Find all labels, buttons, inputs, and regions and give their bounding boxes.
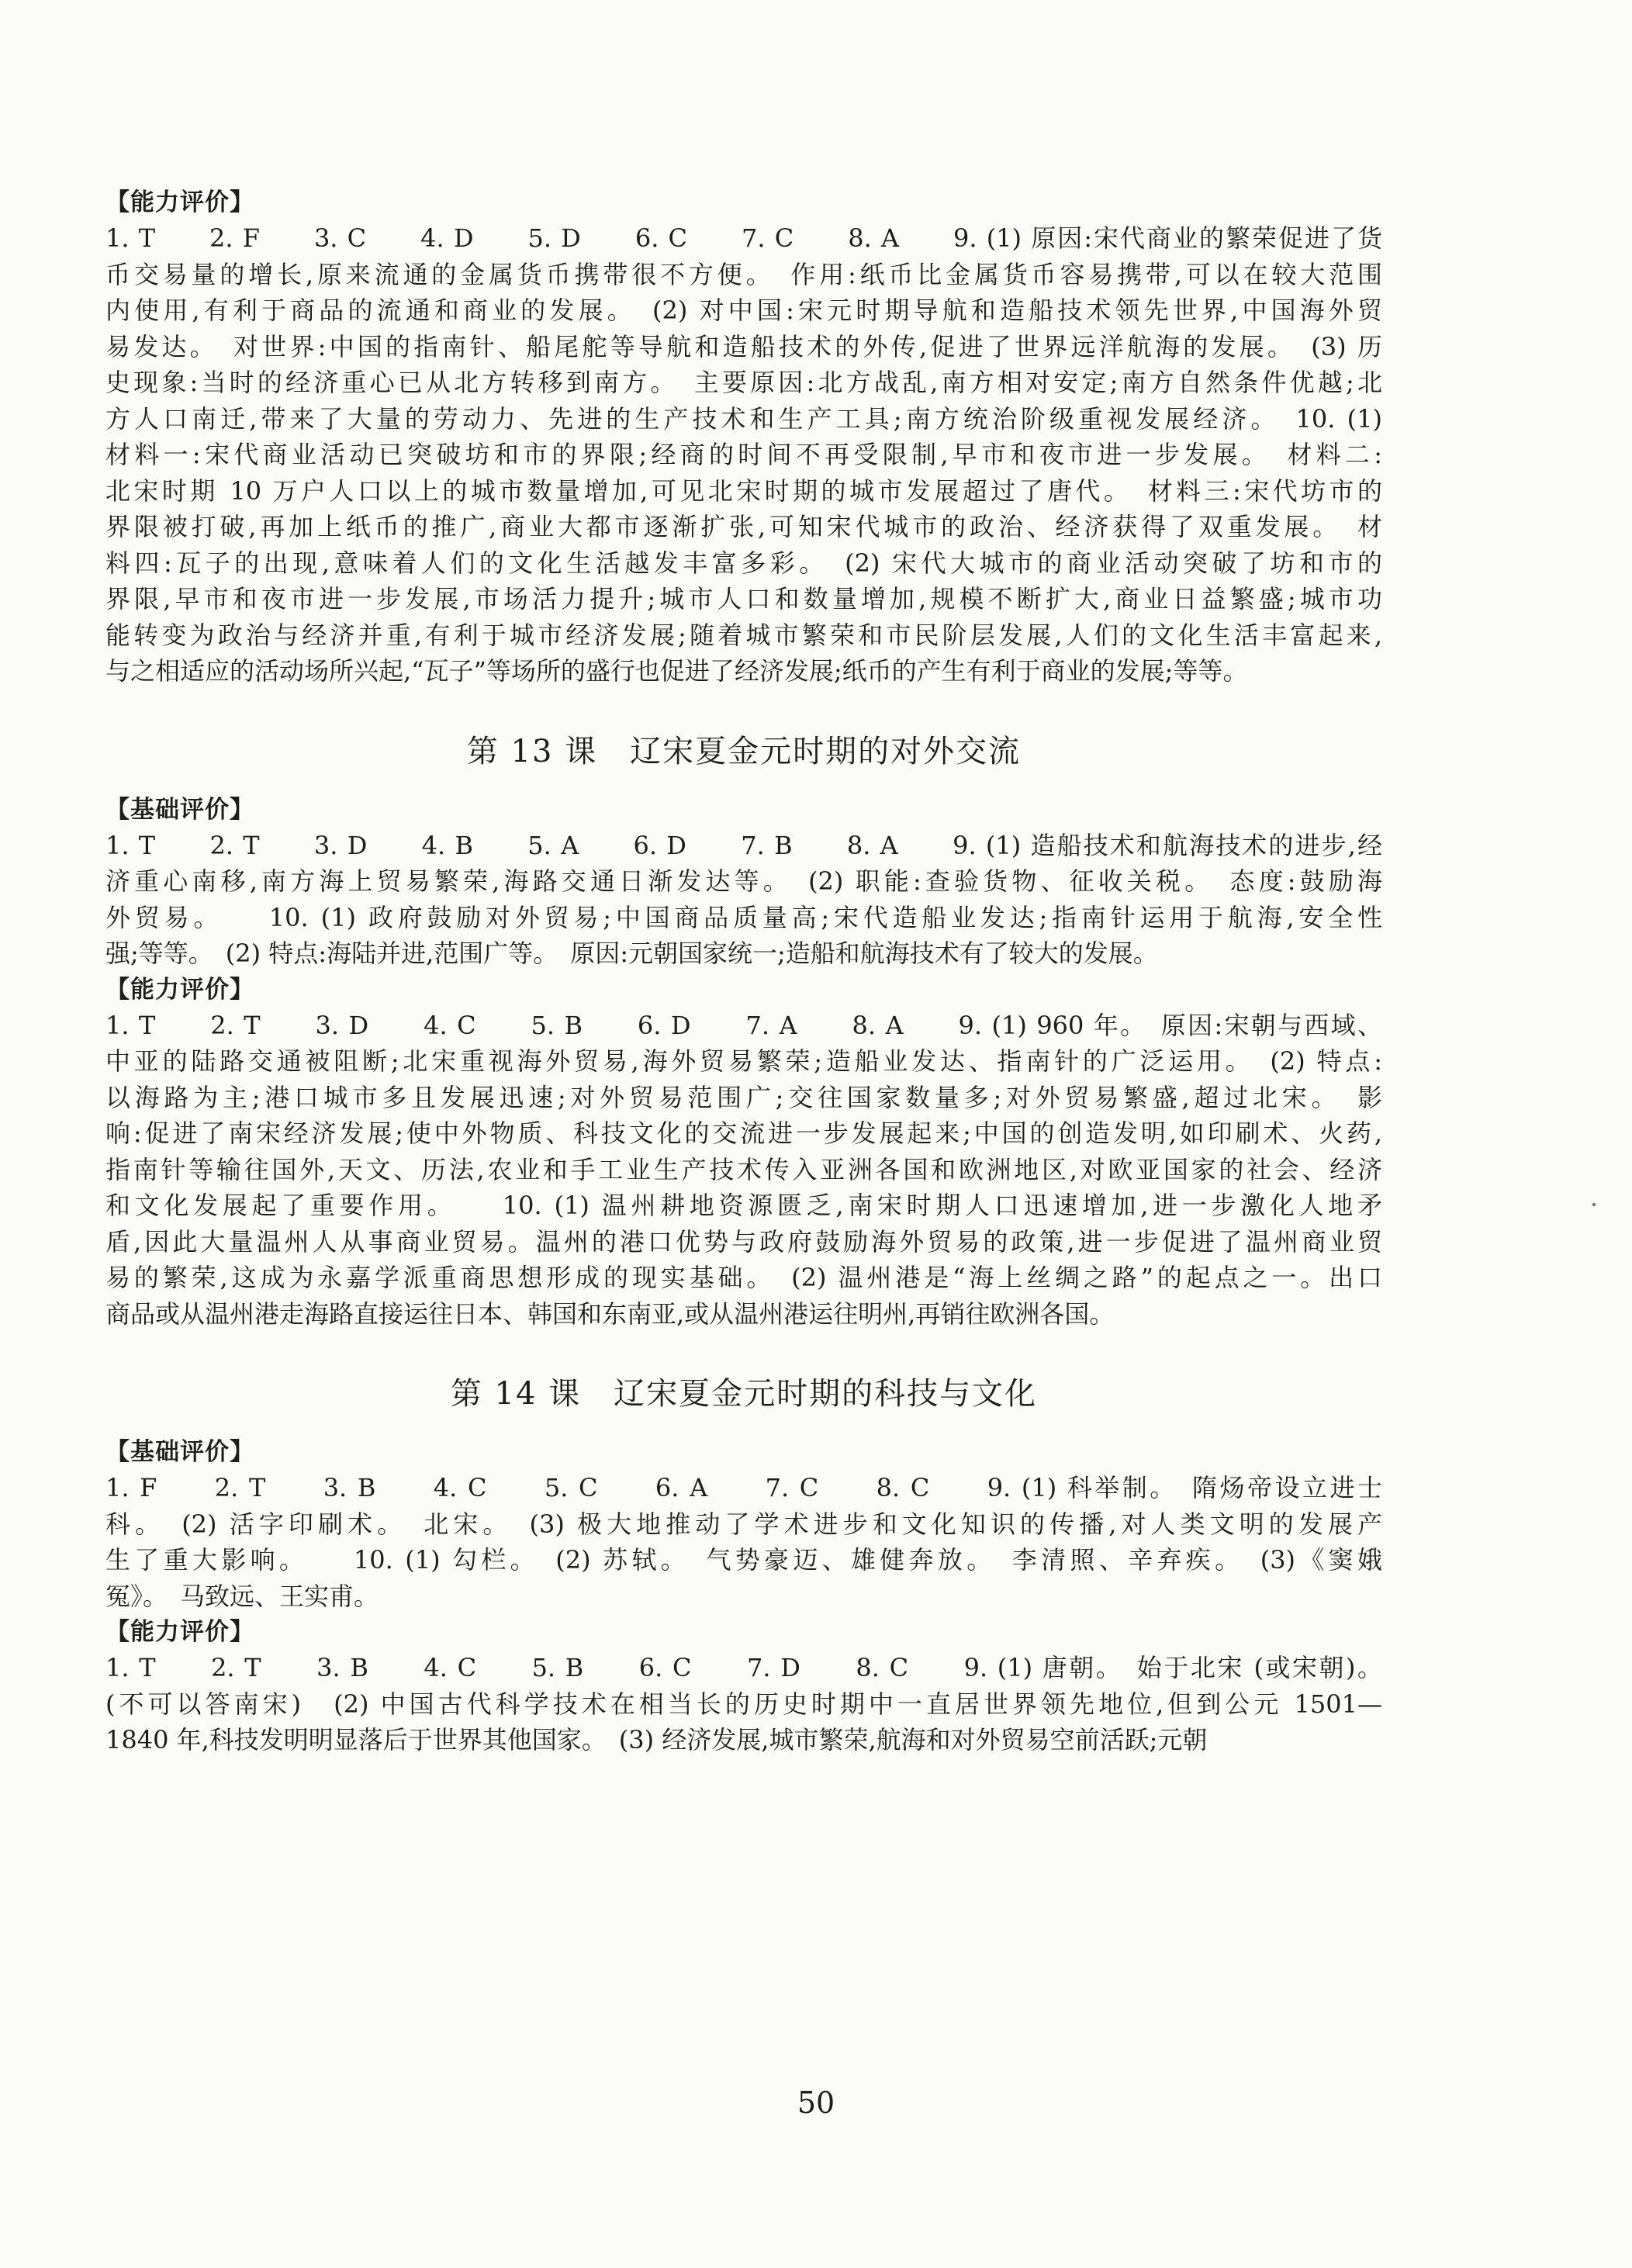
spacer [105, 1417, 1382, 1434]
answer-line: 史现象:当时的经济重心已从北方转移到南方。 主要原因:北方战乱,南方相对安定;南方自然条件优越;北 [105, 368, 1382, 397]
answer-line: 1. T 2. F 3. C 4. D 5. D 6. C 7. C 8. A 9. (1) 原因:宋代商业的繁荣促进了货 [105, 223, 1382, 253]
section-label: 【基础评价】 [105, 1438, 254, 1466]
lesson-title: 第 13 课 辽宋夏金元时期的对外交流 [466, 733, 1022, 769]
answer-line: 能转变为政治与经济并重,有利于城市经济发展;随着城市繁荣和市民阶层发展,人们的文化生活丰富起来, [105, 620, 1382, 650]
answer-line: 材料一:宋代商业活动已突破坊和市的界限;经商的时间不再受限制,早市和夜市进一步发展。 材料二: [105, 440, 1382, 469]
answer-line: 界限被打破,再加上纸币的推广,商业大都市逐渐扩张,可知宋代城市的政治、经济获得了双重发展。 材 [105, 512, 1382, 541]
answer-line: 1. T 2. T 3. D 4. B 5. A 6. D 7. B 8. A 9. (1) 造船技术和航海技术的进步,经 [105, 830, 1382, 860]
answer-line: 外贸易。 10. (1) 政府鼓励对外贸易;中国商品质量高;宋代造船业发达;指南针运用于航海,安全性 [105, 902, 1382, 932]
scan-speck [1592, 1203, 1596, 1206]
answer-line: 币交易量的增长,原来流通的金属货币携带很不方便。 作用:纸币比金属货币容易携带,可以在较大范围 [105, 259, 1382, 289]
answer-line: 以海路为主;港口城市多且发展迅速;对外贸易范围广;交往国家数量多;对外贸易繁盛,超过北宋。 影 [105, 1082, 1382, 1112]
answer-line: 与之相适应的活动场所兴起,“瓦子”等场所的盛行也促进了经济发展;纸币的产生有利于商业的发展;等等。 [105, 656, 1248, 686]
answer-line: 1. F 2. T 3. B 4. C 5. C 6. A 7. C 8. C 9. (1) 科举制。 隋炀帝设立进士 [105, 1473, 1382, 1502]
answer-line: 盾,因此大量温州人从事商业贸易。温州的港口优势与政府鼓励海外贸易的政策,进一步促进了温州商业贸 [105, 1226, 1382, 1257]
section-label: 【能力评价】 [105, 188, 254, 216]
answer-line: 1. T 2. T 3. B 4. C 5. B 6. C 7. D 8. C 9. (1) 唐朝。 始于北宋 (或宋朝)。 [105, 1653, 1382, 1682]
section-label: 【基础评价】 [105, 795, 254, 824]
answer-line: 1840 年,科技发明明显落后于世界其他国家。 (3) 经济发展,城市繁荣,航海和对外贸易空前活跃;元朝 [105, 1725, 1208, 1755]
answer-line: 商品或从温州港走海路直接运往日本、韩国和东南亚,或从温州港运往明州,再销往欧洲各国。 [105, 1298, 1115, 1329]
lesson-title: 第 14 课 辽宋夏金元时期的科技与文化 [450, 1376, 1038, 1412]
answer-line: 科。 (2) 活字印刷术。 北宋。 (3) 极大地推动了学术进步和文化知识的传播,对人类文明的发展产 [105, 1509, 1382, 1539]
answer-line: 中亚的陆路交通被阻断;北宋重视海外贸易,海外贸易繁荣;造船业发达、指南针的广泛运用。 (2) 特点: [105, 1046, 1382, 1076]
answer-line: 料四:瓦子的出现,意味着人们的文化生活越发丰富多彩。 (2) 宋代大城市的商业活动突破了坊和市的 [105, 548, 1382, 578]
spacer [105, 1332, 1382, 1371]
spacer [105, 775, 1382, 792]
answer-line: 强;等等。 (2) 特点:海陆并进,范围广等。 原因:元朝国家统一;造船和航海技术有了较大的发展。 [105, 939, 1158, 968]
answer-line: 冤》。 马致远、王实甫。 [105, 1581, 379, 1611]
answer-line: 指南针等输往国外,天文、历法,农业和手工业生产技术传入亚洲各国和欧洲地区,对欧亚国家的社会、经济 [105, 1154, 1382, 1184]
answer-line: 响:促进了南宋经济发展;使中外物质、科技文化的交流进一步发展起来;中国的创造发明,如印刷术、火药, [105, 1118, 1382, 1148]
answer-line: 1. T 2. T 3. D 4. C 5. B 6. D 7. A 8. A 9. (1) 960 年。 原因:宋朝与西域、 [105, 1010, 1382, 1040]
page-number: 50 [797, 2086, 835, 2120]
answer-line: 界限,早市和夜市进一步发展,市场活力提升;城市人口和数量增加,规模不断扩大,商业日益繁盛;城市功 [105, 584, 1382, 614]
section-label: 【能力评价】 [105, 1618, 254, 1646]
page-content [105, 185, 1382, 1758]
section-label: 【能力评价】 [105, 975, 254, 1004]
answer-line: (不可以答南宋) (2) 中国古代科学技术在相当长的历史时期中一直居世界领先地位,但到公元 1501— [105, 1689, 1382, 1719]
answer-line: 和文化发展起了重要作用。 10. (1) 温州耕地资源匮乏,南宋时期人口迅速增加,进一步激化人地矛 [105, 1191, 1382, 1220]
answer-line: 生了重大影响。 10. (1) 勾栏。 (2) 苏轼。 气势豪迈、雄健奔放。 李清照、辛弃疾。 (3)《窦娥 [105, 1545, 1382, 1575]
answer-line: 易的繁荣,这成为永嘉学派重商思想形成的现实基础。 (2) 温州港是“海上丝绸之路”的起点之一。出口 [105, 1263, 1382, 1292]
answer-line: 济重心南移,南方海上贸易繁荣,海路交通日渐发达等。 (2) 职能:查验货物、征收关税。 态度:鼓励海 [105, 866, 1382, 896]
spacer [105, 690, 1382, 728]
answer-line: 易发达。 对世界:中国的指南针、船尾舵等导航和造船技术的外传,促进了世界远洋航海的发展。 (3) 历 [105, 331, 1382, 361]
answer-line: 北宋时期 10 万户人口以上的城市数量增加,可见北宋时期的城市发展超过了唐代。 材料三:宋代坊市的 [105, 475, 1382, 506]
answer-line: 内使用,有利于商品的流通和商业的发展。 (2) 对中国:宋元时期导航和造船技术领先世界,中国海外贸 [105, 296, 1382, 325]
answer-line: 方人口南迁,带来了大量的劳动力、先进的生产技术和生产工具;南方统治阶级重视发展经济。 10. (1) [105, 403, 1382, 434]
